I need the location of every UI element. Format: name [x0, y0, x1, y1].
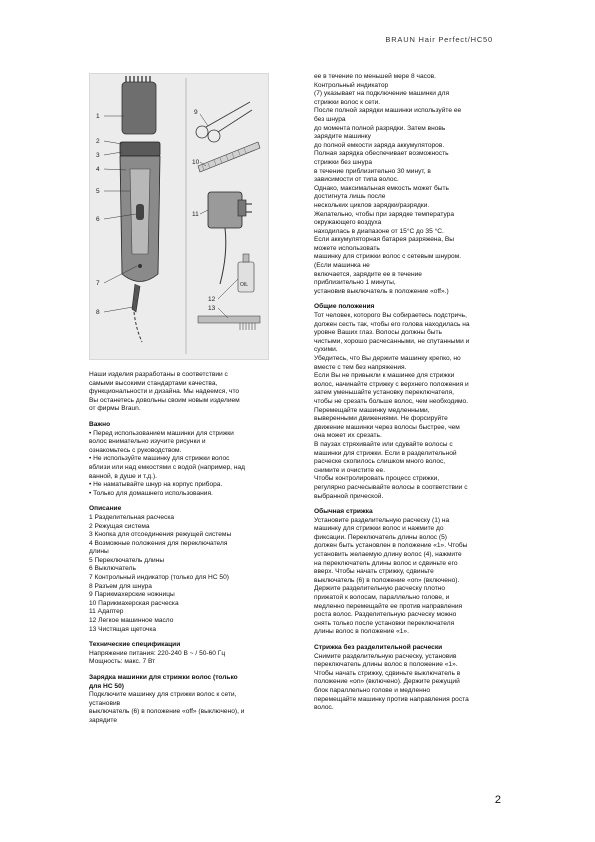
text-line: без шнура	[314, 115, 346, 123]
text-line: она может их срезать.	[314, 432, 382, 440]
no-comb-section	[314, 653, 506, 713]
cleaning-brush-drawing	[198, 316, 260, 330]
text-line: волос, начинайте стрижку с верхнего положения и	[314, 380, 469, 388]
callout-13: 13	[208, 305, 216, 312]
callout-3: 3	[96, 152, 100, 159]
text-line: регулярно расчесывайте волосы в соответствии с	[314, 483, 468, 491]
text-line: волос.	[314, 704, 334, 712]
list-item: длины	[89, 548, 109, 556]
text-line: самыми высокими стандартами качества,	[89, 379, 218, 387]
text-line: вверх. Чтобы начать стрижку, сдвиньте	[314, 568, 434, 576]
text-line: выверенными движениями. Не форсируйте	[314, 415, 448, 423]
text-line: • Не используйте машинку для стрижки волос	[89, 455, 230, 463]
text-line: машинки для стрижки. Если в разделительной	[314, 449, 457, 457]
text-line: положение «on» (включено). Держите режущий	[314, 678, 460, 686]
list-item: 8 Разъем для шнура	[89, 582, 152, 590]
section-heading-normal-cut: Обычная стрижка	[314, 508, 373, 516]
text-line: • Не наматывайте шнур на корпус прибора.	[89, 481, 223, 489]
heading-line: Зарядка машинки для стрижки волос (только	[89, 674, 238, 681]
text-line: Подключите машинку для стрижки волос к сети,	[89, 691, 237, 699]
important-section	[89, 430, 279, 499]
section-heading-no-comb: Стрижка без разделительной расчески	[314, 644, 443, 651]
text-line: переключатель длины волос в положение «1».	[314, 661, 458, 669]
text-line: до полной емкости заряда аккумуляторов.	[314, 141, 445, 149]
list-item: 10 Парикмахерская расческа	[89, 599, 179, 607]
text-line: от фирмы Braun.	[89, 405, 141, 413]
callout-8: 8	[96, 309, 100, 316]
text-line: установив	[89, 699, 121, 707]
text-line: включается, зарядите ее в течение	[314, 270, 422, 278]
text-line: сухими.	[314, 346, 338, 354]
callout-12: 12	[208, 296, 216, 303]
text-line: выключатель (6) в положение «off» (выключено), и	[89, 708, 245, 716]
text-line: После полной зарядки машинки используйте ее	[314, 107, 462, 115]
text-line: ее в течение по меньшей мере 8 часов.	[314, 73, 436, 80]
text-line: Тот человек, которого Вы собираетесь подстричь,	[314, 312, 467, 320]
text-line: вместе с тем без напряжения.	[314, 363, 407, 371]
text-line: установить желаемую длину волос (4), нажмите	[314, 551, 462, 559]
text-line: выключатель (6) в положение «on» (включено).	[314, 576, 460, 584]
text-line: • Только для домашнего использования.	[89, 489, 213, 497]
product-illustration	[89, 73, 269, 360]
text-line: ознакомьтесь с руководством.	[89, 446, 182, 454]
list-item: 7 Контрольный индикатор (только для HC 50)	[89, 574, 229, 582]
callout-6: 6	[96, 216, 100, 223]
text-line: чтобы не срезать больше волос, чем необходимо.	[314, 397, 469, 405]
list-item: 3 Кнопка для отсоединения режущей системы	[89, 531, 232, 539]
text-line: уровне Ваших глаз. Волосы должны быть	[314, 329, 442, 337]
text-line: Однако, максимальная емкость может быть	[314, 184, 449, 192]
text-line: длины волос в положение «1».	[314, 628, 409, 636]
text-line: Наши изделия разработаны в соответствии с	[89, 371, 228, 378]
text-line: машинку для стрижки волос с сетевым шнуром.	[314, 253, 462, 261]
left-column	[89, 371, 279, 726]
oil-bottle-drawing	[238, 254, 254, 292]
text-line: на переключатель длины волос и сдвиньте его	[314, 559, 458, 567]
page-header: BRAUN Hair Perfect/HC50	[385, 35, 493, 44]
intro-paragraph	[89, 371, 279, 414]
callout-9: 9	[194, 109, 198, 116]
section-heading-specs: Технические спецификации	[89, 641, 181, 649]
callout-11: 11	[192, 211, 199, 218]
text-line: фиксации. Переключатель длины волос (5)	[314, 533, 447, 541]
text-line: достигнута лишь после	[314, 193, 386, 201]
list-item: 12 Легкое машинное масло	[89, 617, 174, 625]
text-line: должен быть установлен в положение «1». Чтобы	[314, 542, 468, 550]
text-line: движение машинки через волосы быстрее, чем	[314, 423, 460, 431]
heading-line: для HC 50)	[89, 682, 124, 690]
text-line: до момента полной разрядки. Затем вновь	[314, 124, 446, 132]
description-list	[89, 514, 279, 634]
text-line: установив выключатель в положение «off».)	[314, 287, 449, 295]
section-heading-important: Важно	[89, 420, 111, 428]
callout-7: 7	[96, 280, 100, 287]
text-line: окружающего воздуха	[314, 219, 382, 227]
clipper-body-drawing	[120, 142, 160, 342]
page-number: 2	[494, 794, 501, 806]
list-item: 13 Чистящая щеточка	[89, 625, 157, 633]
text-line: ванной, в душе и т.д.).	[89, 472, 158, 480]
text-line: зависимости от типа волос.	[314, 176, 399, 184]
text-line: стрижки без шнура	[314, 158, 373, 166]
callout-2: 2	[96, 138, 100, 145]
text-line: снять только после установки переключателя	[314, 619, 455, 627]
list-item: 9 Парикмахерские ножницы	[89, 591, 175, 599]
charging-section	[89, 691, 279, 725]
text-line: Вы останетесь довольны своим новым изделием	[89, 396, 240, 404]
text-line: Перемещайте машинку медленными,	[314, 406, 430, 414]
text-line: Желательно, чтобы при зарядке температура	[314, 210, 455, 218]
text-line: (7) указывает на подключение машинки для	[314, 90, 450, 98]
text-line: вблизи или над емкостями с водой (например, над	[89, 463, 245, 471]
list-item: 6 Выключатель	[89, 565, 136, 573]
text-line: роста волос. Разделительную расческу можно	[314, 611, 457, 619]
right-column	[314, 73, 506, 713]
text-line: Если аккумуляторная батарея разряжена, Вы	[314, 236, 455, 244]
text-line: выбранной прической.	[314, 492, 384, 500]
oil-label: OIL	[240, 282, 249, 288]
text-line: Чтобы начать стрижку, сдвиньте выключатель в	[314, 669, 461, 677]
text-line: машинку для стрижки волос и нажмите до	[314, 525, 444, 533]
text-line: В паузах стряхивайте или сдувайте волосы с	[314, 440, 453, 448]
text-line: функциональности и дизайна. Мы надеемся, что	[89, 388, 240, 396]
text-line: в течение приблизительно 30 минут, в	[314, 167, 431, 175]
callout-1: 1	[96, 113, 100, 120]
text-line: приблизительно 1 минуты,	[314, 279, 396, 287]
text-line: расческе скопилось слишком много волос,	[314, 458, 446, 466]
list-item: 4 Возможные положения для переключателя	[89, 539, 228, 547]
text-line: блок параллельно голове и медленно	[314, 686, 431, 694]
text-line: Чтобы контролировать процесс стрижки,	[314, 475, 440, 483]
text-line: Напряжение питания: 220-240 В ~ / 50-60 Гц	[89, 649, 226, 657]
normal-cut-section	[314, 517, 506, 637]
list-item: 11 Адаптер	[89, 608, 124, 616]
text-line: находилась в диапазоне от 15°C до 35 °C.	[314, 227, 444, 235]
text-line: Полная зарядка обеспечивает возможность	[314, 150, 449, 158]
section-heading-charging	[89, 674, 279, 691]
text-line: (Если машинка не	[314, 262, 370, 270]
general-section	[314, 312, 506, 501]
text-line: нескольких циклов зарядки/разрядки.	[314, 201, 430, 209]
text-line: Убедитесь, что Вы держите машинку крепко, но	[314, 355, 461, 362]
text-line: чистыми, хорошо расчесанными, не спутанными и	[314, 337, 470, 345]
list-item: 1 Разделительная расческа	[89, 513, 175, 521]
text-line: стрижки волос к сети.	[314, 98, 381, 106]
section-heading-description: Описание	[89, 505, 122, 513]
text-line: зарядите	[89, 716, 117, 724]
text-line: зарядите машинку	[314, 133, 371, 141]
text-line: Держите разделительную расческу плотно	[314, 585, 446, 593]
list-item: 5 Переключатель длины	[89, 556, 165, 564]
section-heading-general: Общие положения	[314, 303, 375, 311]
text-line: медленно перемещайте ее против направления	[314, 602, 463, 610]
text-line: Если Вы не привыкли к машинке для стрижки	[314, 372, 455, 380]
clipper-diagram	[90, 74, 268, 359]
text-line: должен сесть так, чтобы его голова находилась на	[314, 320, 470, 328]
callout-5: 5	[96, 188, 100, 195]
text-line: снимите и очистите ее.	[314, 466, 386, 474]
hairdressing-comb-drawing	[198, 142, 260, 172]
text-line: Установите разделительную расческу (1) на	[314, 516, 450, 524]
attachment-comb-drawing	[122, 76, 156, 134]
callout-10: 10	[192, 159, 200, 166]
text-line: Контрольный индикатор	[314, 81, 389, 89]
text-line: можете использовать	[314, 244, 380, 252]
text-line: прижатой к волосам, параллельно голове, и	[314, 594, 450, 602]
text-line: • Перед использованием машинки для стрижки	[89, 429, 234, 437]
text-line: Снимите разделительную расческу, установив	[314, 652, 457, 660]
text-line: Мощность: макс. 7 Вт	[89, 658, 156, 666]
list-item: 2 Режущая система	[89, 522, 150, 530]
text-line: волос внимательно изучите рисунки и	[89, 438, 206, 446]
scissors-drawing	[196, 102, 252, 142]
text-line: перемещайте машинку против направления роста	[314, 695, 469, 703]
specs-section	[89, 650, 279, 667]
charging-continued	[314, 73, 506, 296]
callout-4: 4	[96, 166, 100, 173]
text-line: затем уменьшайте установку переключателя,	[314, 389, 454, 397]
